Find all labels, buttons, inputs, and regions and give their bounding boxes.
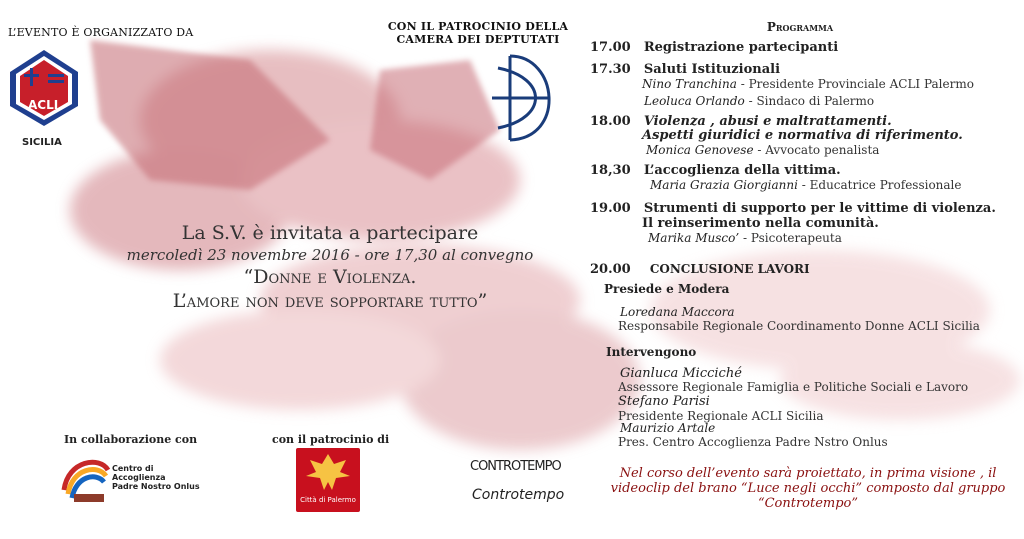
- program-title-text-2: Aspetti giuridici e normativa di riferimento.: [642, 128, 963, 143]
- conference-title-line2: L’amore non deve sopportare tutto”: [172, 290, 488, 312]
- speaker-name: Maurizio Artale: [620, 421, 716, 435]
- closing-line3: “Controtempo”: [757, 496, 859, 511]
- program-title: Programma: [766, 20, 834, 34]
- program-item: [590, 258, 810, 277]
- acli-region: SICILIA: [22, 137, 62, 148]
- speaker-role: - Avvocato penalista: [753, 143, 880, 157]
- program-time: 18.00: [590, 114, 631, 129]
- collab-label: In collaborazione con: [64, 433, 198, 446]
- centro-rainbow-icon: [60, 450, 112, 508]
- moderator-role: Responsabile Regionale Coordinamento Donne ACLI Sicilia: [618, 319, 980, 333]
- centro-title2: Padre Nostro Onlus: [112, 482, 200, 491]
- program-time: 17.30: [590, 62, 631, 77]
- speaker-name: Maria Grazia Giorgianni: [650, 178, 798, 192]
- organizer-label: L’EVENTO È ORGANIZZATO DA: [8, 26, 194, 39]
- centro-title1: Centro di Accoglienza: [112, 464, 166, 482]
- speaker-name: Marika Musco’: [648, 231, 740, 245]
- speaker-role: Pres. Centro Accoglienza Padre Nstro Onlus: [618, 435, 888, 449]
- controtempo-logo-2: Controtempo: [472, 487, 565, 503]
- program-title-text: Violenza , abusi e maltrattamenti.: [643, 114, 892, 129]
- program-time: 17.00: [590, 40, 631, 55]
- program-time: 19.00: [590, 201, 631, 216]
- acli-logo: [8, 48, 80, 128]
- camera-deputati-icon: [488, 48, 568, 148]
- patronage2-label: con il patrocinio di: [272, 433, 390, 446]
- invitation-line1: La S.V. è invitata a partecipare: [181, 222, 479, 244]
- speaker-role: Assessore Regionale Famiglia e Politiche Sociali e Lavoro: [618, 380, 969, 394]
- palermo-eagle-icon: [296, 448, 360, 496]
- program-item: [590, 60, 974, 109]
- speaker-name: Leoluca Orlando: [644, 94, 745, 108]
- citta-palermo-logo: [296, 448, 360, 512]
- speaker-role: - Presidente Provinciale ACLI Palermo: [736, 77, 974, 91]
- closing-line1: Nel corso dell’evento sarà proiettato, in prima visione , il: [619, 466, 997, 481]
- invitation-date: mercoledì 23 novembre 2016 - ore 17,30 al convegno: [126, 246, 534, 264]
- program-title-text: Strumenti di supporto per le vittime di violenza.: [643, 201, 996, 216]
- program-time: 18,30: [590, 163, 631, 178]
- program-title-text-2: Il reinserimento nella comunità.: [642, 216, 879, 231]
- program-item: [590, 161, 962, 193]
- speaker-role: - Sindaco di Palermo: [744, 94, 875, 108]
- closing-line2: videoclip del brano “Luce negli occhi” composto dal gruppo: [610, 481, 1006, 496]
- program-title-text: Saluti Istituzionali: [643, 62, 781, 77]
- speaker-name: Monica Genovese: [646, 143, 754, 157]
- acli-shield-icon: [8, 48, 80, 128]
- program-title-text: L’accoglienza della vittima.: [643, 163, 841, 178]
- speaker-role: Presidente Regionale ACLI Sicilia: [618, 409, 824, 423]
- patronage-heading: [378, 20, 578, 46]
- controtempo-logo-1: CONTROTEMPO: [470, 459, 561, 474]
- moderator-heading: Presiede e Modera: [604, 282, 730, 296]
- patronage-line2: CAMERA DEI DEPTUTATI: [396, 33, 560, 46]
- patronage-line1: CON IL PATROCINIO DELLA: [387, 20, 569, 33]
- speaker-role: - Educatrice Professionale: [797, 178, 962, 192]
- invitation-block: [70, 222, 590, 312]
- speaker-name: Gianluca Micciché: [620, 366, 742, 381]
- program-title-text: Registrazione partecipanti: [643, 40, 839, 55]
- program-title-text: CONCLUSIONE LAVORI: [649, 262, 810, 276]
- speaker-name: Nino Tranchina: [642, 77, 737, 91]
- program-item: [590, 113, 963, 157]
- closing-note: [596, 466, 1020, 511]
- speaker-name: Stefano Parisi: [618, 394, 710, 409]
- palermo-caption: Città di Palermo: [300, 496, 356, 504]
- speakers-heading: Intervengono: [606, 345, 697, 359]
- acli-logo-text: ACLI: [28, 98, 59, 112]
- moderator-name: Loredana Maccora: [620, 305, 735, 319]
- program-time: 20.00: [590, 262, 631, 277]
- centro-accoglienza-logo: [60, 450, 200, 510]
- conference-title-line1: “Donne e Violenza.: [243, 266, 417, 288]
- program-item: [590, 36, 838, 55]
- program-item: [590, 199, 996, 246]
- speaker-role: - Psicoterapeuta: [739, 231, 842, 245]
